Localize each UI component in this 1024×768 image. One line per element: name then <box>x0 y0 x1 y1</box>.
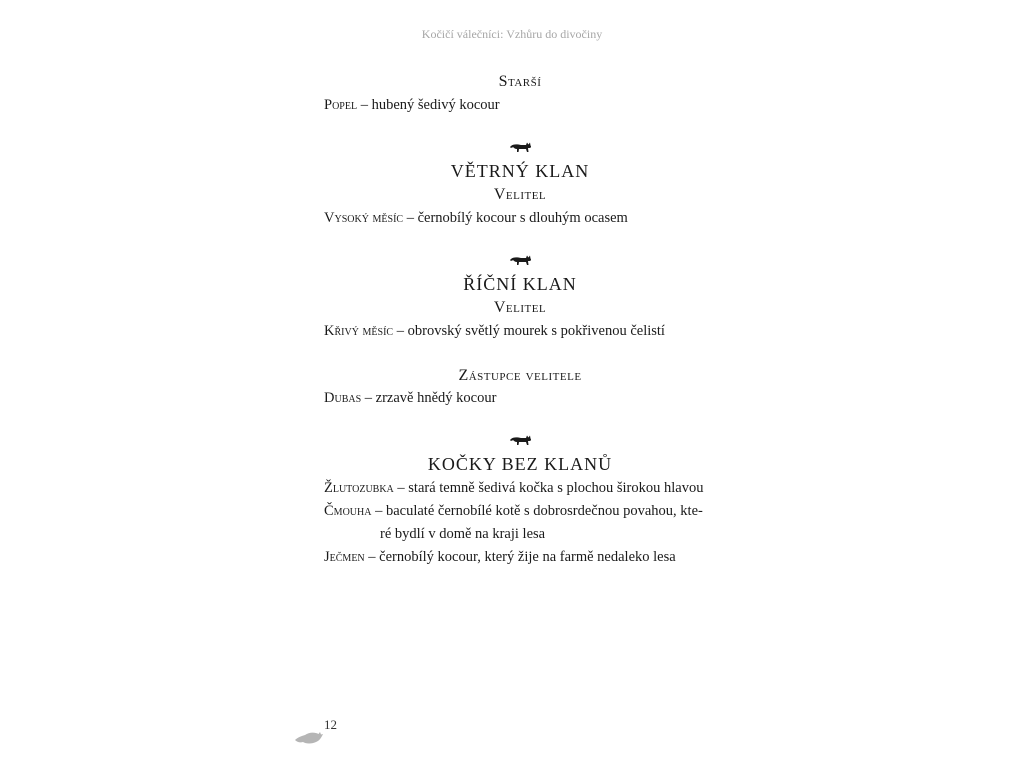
entry-name: Vysoký měsíc <box>324 210 404 226</box>
running-header: Kočičí válečníci: Vzhůru do divočiny <box>421 27 603 41</box>
cat-silhouette-icon <box>509 434 533 446</box>
clan-heading-ricni: ŘÍČNÍ KLAN <box>463 274 577 294</box>
cat-silhouette-icon <box>509 254 533 266</box>
entry-cmouha <box>324 503 744 520</box>
entry-zlutozubka <box>324 480 744 497</box>
entry-name: Křivý měsíc <box>324 323 394 339</box>
entry-desc: – černobílý kocour, který žije na farmě nedaleko lesa <box>364 549 676 565</box>
cat-silhouette-icon <box>509 141 533 153</box>
page-number: 12 <box>324 717 337 732</box>
role-heading-zastupce: Zástupce velitele <box>458 367 582 384</box>
entry-jecmen <box>324 549 744 566</box>
entry-cmouha-continuation: ré bydlí v domě na kraji lesa <box>380 526 546 542</box>
section-heading-starsi: Starší <box>498 73 542 90</box>
entry-desc: – černobílý kocour s dlouhým ocasem <box>403 210 628 226</box>
entry-name: Popel <box>324 97 358 113</box>
entry-name: Žlutozubka <box>324 480 394 496</box>
entry-name: Ječmen <box>324 549 365 565</box>
clan-heading-vetrny: VĚTRNÝ KLAN <box>450 161 590 181</box>
entry-dubas <box>324 390 744 407</box>
role-heading-velitel: Velitel <box>493 186 547 203</box>
entry-name: Čmouha <box>324 503 372 519</box>
entry-popel <box>324 97 744 114</box>
clan-heading-bez-klanu: KOČKY BEZ KLANŮ <box>427 454 613 474</box>
entry-desc: – zrzavě hnědý kocour <box>361 390 497 406</box>
entry-name: Dubas <box>324 390 362 406</box>
entry-krivy-mesic <box>324 323 744 340</box>
entry-desc: – stará temně šedivá kočka s plochou širokou hlavou <box>393 480 704 496</box>
entry-desc: – obrovský světlý mourek s pokřivenou čelistí <box>393 323 665 339</box>
entry-vysoky-mesic <box>324 210 744 227</box>
entry-desc: – baculaté černobílé kotě s dobrosrdečnou povahou, kte- <box>371 503 703 519</box>
role-heading-velitel: Velitel <box>493 299 547 316</box>
entry-desc: – hubený šedivý kocour <box>357 97 500 113</box>
mouse-icon <box>294 727 324 745</box>
